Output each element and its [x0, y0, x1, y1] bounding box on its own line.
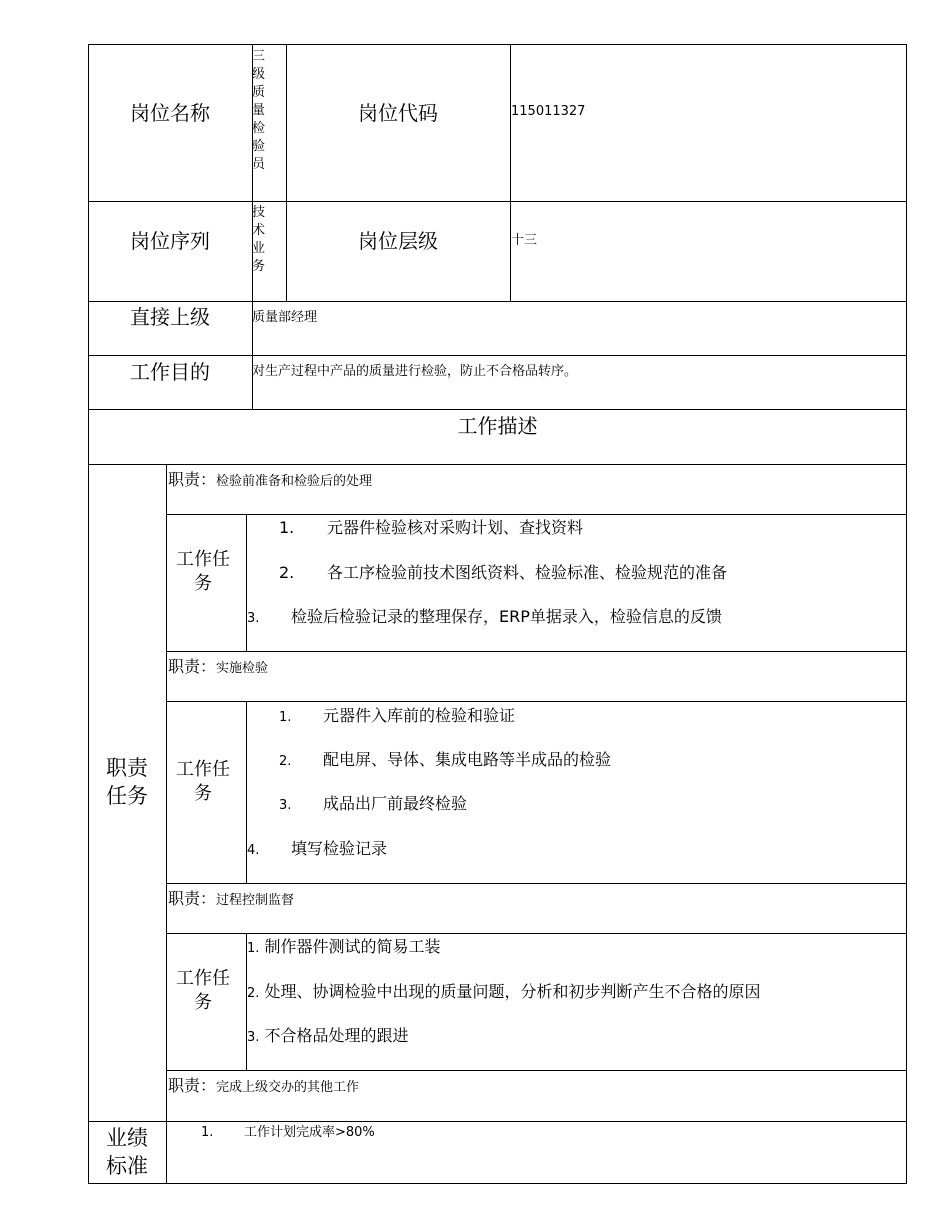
row-line: [88, 301, 907, 302]
table-border-bottom: [88, 1183, 907, 1184]
task-item: [279, 750, 611, 772]
purpose-label: 工作目的: [130, 360, 210, 384]
task-num: 2.: [279, 563, 295, 582]
task-text: 配电屏、导体、集成电路等半成品的检验: [323, 750, 612, 769]
col-line: [286, 44, 287, 302]
row-line: [167, 701, 907, 702]
duties-label: 职责任务: [106, 756, 148, 808]
row-line: [167, 514, 907, 515]
col-line: [246, 514, 247, 652]
col-line: [166, 464, 167, 1184]
purpose-value: 对生产过程中产品的质量进行检验，防止不合格品转序。: [252, 364, 578, 379]
task-num: 1.: [279, 710, 292, 725]
row-line: [167, 651, 907, 652]
position-series-value: 技术业务: [252, 205, 266, 274]
task-text: 各工序检验前技术图纸资料、检验标准、检验规范的准备: [327, 563, 728, 582]
duty-prefix: 职责：: [168, 657, 217, 676]
row-line: [88, 409, 907, 410]
task-num: 3.: [247, 611, 260, 626]
table-border-right: [906, 44, 907, 1184]
performance-label: 业绩标准: [106, 1126, 148, 1178]
task-label: 工作任务: [176, 549, 230, 594]
task-item: [247, 982, 761, 1004]
task-item: [279, 706, 515, 728]
duty-prefix: 职责：: [168, 889, 217, 908]
task-text: 成品出厂前最终检验: [323, 794, 468, 813]
duty-header: [168, 657, 268, 679]
duty-header: [168, 1076, 359, 1098]
table-border-left: [88, 44, 89, 1184]
supervisor-label: 直接上级: [130, 305, 210, 329]
task-num: 4.: [247, 843, 260, 858]
task-text: 元器件检验核对采购计划、查找资料: [327, 518, 584, 537]
col-line: [510, 44, 511, 302]
task-text: 元器件入库前的检验和验证: [323, 706, 516, 725]
task-num: 1.: [279, 518, 295, 537]
task-text: 检验后检验记录的整理保存，ERP单据录入，检验信息的反馈: [291, 607, 722, 626]
supervisor-value: 质量部经理: [252, 310, 318, 325]
task-item: [279, 563, 727, 583]
performance-text: 工作计划完成率>80%: [244, 1125, 375, 1140]
duty-title: 检验前准备和检验后的处理: [216, 474, 373, 489]
position-level-value: 十三: [511, 233, 538, 248]
duty-prefix: 职责：: [168, 470, 217, 489]
row-line: [167, 1070, 907, 1071]
row-line: [88, 1121, 907, 1122]
position-level-label: 岗位层级: [358, 229, 438, 253]
row-line: [167, 883, 907, 884]
duty-title: 过程控制监督: [216, 893, 295, 908]
task-text: 处理、协调检验中出现的质量问题，分析和初步判断产生不合格的原因: [264, 982, 761, 1001]
duty-prefix: 职责：: [168, 1076, 217, 1095]
position-name-label: 岗位名称: [130, 101, 210, 125]
task-num: 3.: [279, 798, 292, 813]
position-series-label: 岗位序列: [130, 229, 210, 253]
position-code-value: 115011327: [511, 104, 586, 119]
task-num: 2.: [279, 754, 292, 769]
duty-header: [168, 889, 294, 911]
task-item: [247, 1026, 409, 1048]
task-num: 1.: [247, 941, 260, 956]
task-item: [247, 607, 722, 629]
row-line: [88, 464, 907, 465]
task-item: [279, 794, 467, 816]
description-title: 工作描述: [457, 414, 538, 438]
task-label: 工作任务: [176, 759, 230, 804]
table-border-top: [88, 44, 907, 45]
performance-num: 1.: [201, 1125, 214, 1140]
task-text: 填写检验记录: [291, 839, 388, 858]
task-num: 3.: [247, 1030, 260, 1045]
row-line: [88, 201, 907, 202]
duty-title: 实施检验: [216, 661, 269, 676]
task-text: 制作器件测试的简易工装: [264, 937, 441, 956]
position-name-value: 三级质量检验员: [252, 49, 266, 172]
task-item: [247, 839, 387, 861]
task-label: 工作任务: [176, 968, 230, 1013]
duty-header: [168, 470, 372, 492]
task-item: [279, 518, 583, 538]
position-code-label: 岗位代码: [358, 101, 438, 125]
duty-title: 完成上级交办的其他工作: [216, 1080, 360, 1095]
task-num: 2.: [247, 986, 260, 1001]
row-line: [88, 355, 907, 356]
task-item: [247, 937, 441, 959]
task-text: 不合格品处理的跟进: [264, 1026, 409, 1045]
row-line: [167, 933, 907, 934]
performance-item: [201, 1125, 375, 1141]
